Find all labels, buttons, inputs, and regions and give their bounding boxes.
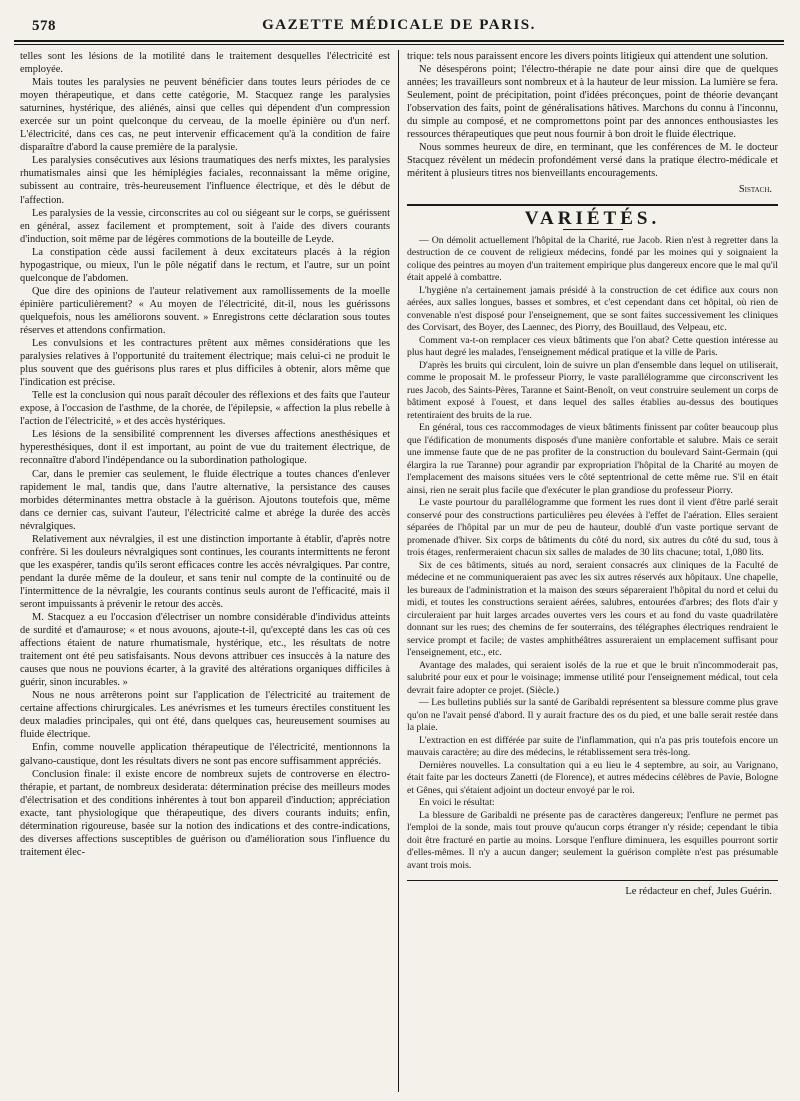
paragraph: En général, tous ces raccommodages de vieux bâtiments finissent par coûter beaucoup plus que l'édification de monuments disposés d'une manière confortable et salubre. Mais ce serait une immense faute que de ne pas profiter de la construction du boulevard Saint-Germain (qui élargira la rue Taranne) pour agrandir par expropriation l'hôpital de la Charité au moyen de l'emplacement des maisons situées vers le côté septentrional de cette même rue. S'il en était ainsi, rien ne serait plus facile que d'exécuter le plan grandiose du professeur Piorry.: [407, 422, 778, 496]
paragraph: trique: tels nous paraissent encore les divers points litigieux qui attendent une solution.: [407, 51, 769, 62]
paragraph: Les lésions de la sensibilité comprennent les diverses affections anesthésiques et hyperesthésiques, dont il est important, au point de vue du traitement électrique, de reconnaître d'abord l'indépendance ou la subordination pathologique.: [20, 429, 390, 467]
paragraph: La constipation cède aussi facilement à deux excitateurs placés à la région hypogastrique, ou mieux, l'un le pôle négatif dans le rectum, et l'autre, sur un point quelconque de l'abdomen.: [20, 246, 390, 284]
paragraph: L'extraction en est différée par suite de l'inflammation, qui n'a pas pris toutefois encore un mauvais caractère; au dire des médecins, le rétablissement sera très-long.: [407, 734, 778, 759]
page-header: [14, 14, 784, 42]
paragraph: Nous sommes heureux de dire, en terminant, que les conférences de M. le docteur Stacquez révèlent un médecin profondément versé dans la pratique électro-médicale et méritent à plusieurs titres nos bienveillants encouragements.: [407, 142, 778, 180]
section-underline: [563, 229, 623, 230]
paragraph: Comment va-t-on remplacer ces vieux bâtiments que l'on abat? Cette question intéresse au plus haut degré les malades, l'enseignement médical pratique et la ville de Paris.: [407, 334, 778, 359]
paragraph: Ne désespérons point; l'électro-thérapie ne date pour ainsi dire que de quelques années; les travailleurs sont nombreux et à la hauteur de leur mission. La lumière se fera. Seulement, point de précipitation, point d'idées préconçues, point de théorie devançant l'observation des faits, point de généralisations hâtives. Marchons du connu à l'inconnu, du simple au composé, et ne compromettons point par des annonces enthousiastes les ressources thérapeutiques que peut nous fournir à bon droit le fluide électrique.: [407, 64, 778, 141]
bottom-rule: [407, 880, 778, 881]
paragraph: telles sont les lésions de la motilité dans le traitement desquelles l'électricité est employée.: [20, 51, 390, 76]
paragraph: Six de ces bâtiments, situés au nord, seraient consacrés aux cliniques de la Faculté de médecine et ne communiqueraient pas avec les six autres réservés aux hôpitaux. Une chapelle, les bureaux de l'administration et la maison des sœurs sépareraient l'hôpital du nord et celui du midi, et toutes les constructions seraient aérées, salubres, entourées d'arbres; des flots d'air y circuleraient par huit larges arcades ouvertes vers les cours et au fond du vaste quadrilatère donnant sur les rues; des chemins de fer souterrains, des télégraphes électriques rendraient le service prompt et facile; de vastes amphithéâtres assureraient un emplacement suffisant pour l'enseignement, etc., etc.: [407, 559, 778, 659]
paragraph: Mais toutes les paralysies ne peuvent bénéficier dans toutes leurs périodes de ce moyen thérapeutique, et dans cette catégorie, M. Stacquez range les paralysies saturnines, hystérique, des aliénés, ainsi que celles qui dépendent d'un compression exercée sur un point quelconque du cerveau, de la moelle épinière ou d'un nerf. L'électricité, dans ces cas, ne peut intervenir efficacement qu'à la condition de faire disparaître d'abord la cause première de la paralysie.: [20, 77, 390, 154]
varietes-body: [407, 235, 778, 873]
section-rule: [407, 204, 778, 206]
paragraph: Les paralysies consécutives aux lésions traumatiques des nerfs mixtes, les paralysies rhumatismales ainsi que les hémiplégies faciales, reconnaissant la même origine, subissent au contraire, très-heureusement l'influence électrique, et dès le début de l'affection.: [20, 155, 390, 206]
paragraph: Le vaste pourtour du parallélogramme que forment les rues dont il vient d'être parlé serait conservé pour des constructions particulières peu élevées à l'effet de l'aération. Elles seraient séparées de l'hôpital par un mur de peu de hauteur, doublé d'un vaste portique servant de promenade d'hiver. Six corps de bâtiments du côté du nord, six autres du côté du sud, tous à trois étages, renfermeraient chacun six salles de malades de 30 lits chacune; total, 1,080 lits.: [407, 497, 778, 559]
paragraph: — Les bulletins publiés sur la santé de Garibaldi représentent sa blessure comme plus grave qu'on ne l'avait pensé d'abord. Il y aurait fracture des os du pied, et une balle serait restée dans la plaie.: [407, 697, 778, 734]
paragraph: Relativement aux névralgies, il est une distinction importante à établir, d'après notre confrère. Si les douleurs névralgiques sont continues, les courants intermittents ne feront que les exaspérer, tandis qu'ils seront efficaces contre les accès névralgiques. Par contre, pendant la durée même de la douleur, et sans tenir nul compte de la continuité ou de l'intermittence de la névralgie, les courants continus seuls auront de l'efficacité, mais il seront impuissants à prévenir le retour des accès.: [20, 533, 390, 610]
paragraph: Les paralysies de la vessie, circonscrites au col ou siégeant sur le corps, se guérissent en général, assez facilement et promptement, soit à l'aide des divers courants d'induction, soit même par de légères commotions de la bouteille de Leyde.: [20, 207, 390, 245]
paragraph: Conclusion finale: il existe encore de nombreux sujets de controverse en électro-thérapie, et partant, de nombreux desiderata: détermination précise des meilleurs modes d'électrisation et des conditions inhérentes à tout bon appareil d'induction; appréciation exacte, tant physiologique que thérapeutique, des divers courants induits; enfin, détermination rigoureuse, basée sur la notion des indications et des contre-indications, des diverses affections susceptibles de guérison ou d'amélioration sous l'influence du traitement élec-: [20, 768, 390, 858]
newspaper-page: [14, 14, 784, 1092]
paragraph: Les convulsions et les contractures prêtent aux mêmes considérations que les paralysies relatives à l'opportunité du traitement électrique; mais celui-ci ne produit le plus souvent que des guérisons plus rares et plus difficiles à obtenir, alors même que l'indication est précise.: [20, 338, 390, 389]
paragraph: La blessure de Garibaldi ne présente pas de caractères dangereux; l'enflure ne permet pas l'emploi de la sonde, mais tout prouve qu'aucun corps étranger n'y réside; cependant le tibia doit être fracturé en partie au moins. Lorsque l'enflure diminuera, les esquilles pourront sortir d'elles-mêmes. Il n'y a aucun danger; seulement la guérison complète n'est pas présumable avant trois mois.: [407, 809, 778, 871]
section-title: VARIÉTÉS.: [524, 207, 661, 229]
paragraph: Car, dans le premier cas seulement, le fluide électrique a toutes chances d'enlever rapidement le mal, tandis que, dans l'autre alternative, la persistance des causes morbides déterminantes mettra obstacle à la guérison. Ajoutons toutefois que, même dans ce dernier cas, suivant l'auteur, l'électricité calme et abrége la durée des accès névralgiques.: [20, 468, 390, 532]
paragraph: Dernières nouvelles. La consultation qui a eu lieu le 4 septembre, au soir, au Varignano, était faite par les docteurs Zanetti (de Florence), et autres médecins célèbres de Pavie, Bologne et Gênes, qui s'étaient adjoint un docteur envoyé par le roi.: [407, 759, 778, 796]
page-number: 578: [32, 18, 56, 34]
paragraph: Que dire des opinions de l'auteur relativement aux ramollissements de la moelle épinière particulièrement? « Au moyen de l'électricité, dit-il, nous les guérissons quelquefois, nous les améliorons souvent. » Enregistrons cette déclaration sous toutes réserves et attendons confirmation.: [20, 285, 390, 336]
paragraph: En voici le résultat:: [419, 797, 495, 809]
columns: [14, 50, 784, 1092]
paragraph: — On démolit actuellement l'hôpital de la Charité, rue Jacob. Rien n'est à regretter dans la destruction de ce couvent de religieux médecins, fondé par les moines qui y soignaient la colique des peintres au moyen d'un traitement empirique plus dangereux encore que le mal qu'il était appelé à combattre.: [407, 234, 778, 284]
paragraph: Nous ne nous arrêterons point sur l'application de l'électricité au traitement de certaine affections chirurgicales. Les anévrismes et les tumeurs érectiles constituent les deux maladies principales, qui ont été, dans quelques cas, heureusement soumises au fluide électrique.: [20, 690, 390, 741]
paragraph: D'après les bruits qui circulent, loin de suivre un plan d'ensemble dans lequel on utiliserait, comme le proposait M. le professeur Piorry, le vaste parallélogramme que circonscrivent les rues Jacob, des Saints-Pères, Taranne et Saint-Benoît, on veut construire seulement un corps de bâtiment exposé à l'ouest, et dans lequel des salles établies au-dessus des boutiques retentiraient des bruits de la rue.: [407, 359, 778, 421]
paragraph: Telle est la conclusion qui nous paraît découler des réflexions et des faits que l'auteur expose, à l'occasion de l'asthme, de la chorée, de l'épilepsie, « affection la plus rebelle à l'action de l'électricité, » et des accès hystériques.: [20, 390, 390, 428]
left-column: [14, 50, 399, 1092]
right-column: [399, 50, 784, 1092]
paragraph: M. Stacquez a eu l'occasion d'électriser un nombre considérable d'individus atteints de surdité et d'amaurose; « et nous avouons, ajoute-t-il, qu'excepté dans les cas où ces affections étaient de nature rhumatismale, hystérique, etc., les résultats de notre traitement ont été peu satisfaisants. Nous devons attribuer ces insuccès à la nature des causes que nous ne pouvions écarter, à la gravité des altérations organiques difficiles à guérir, sinon incurables. »: [20, 612, 390, 689]
header-rule: [14, 44, 784, 45]
paragraph: Enfin, comme nouvelle application thérapeutique de l'électricité, mentionnons la galvano-caustique, dont les résultats divers ne sont pas encore suffisamment appréciés.: [20, 742, 390, 767]
editor-line: Le rédacteur en chef, Jules Guérin.: [625, 886, 772, 898]
article-signature: Sistach.: [738, 184, 772, 196]
journal-title: GAZETTE MÉDICALE DE PARIS.: [262, 17, 536, 33]
paragraph: Avantage des malades, qui seraient isolés de la rue et que le bruit n'incommoderait pas, salubrité pour eux et pour le voisinage; immense utilité pour l'enseignement médical, tout cela devrait faire adopter ce projet. (Siècle.): [407, 659, 778, 696]
paragraph: L'hygiène n'a certainement jamais présidé à la construction de cet édifice aux cours non aérées, aux salles longues, basses et sombres, et c'est cependant dans cet hôpital, où rien de convenable n'est disposé pour l'enseignement, que se sont faites successivement les cliniques des Corvisart, des Boyer, des Laennec, des Piorry, des Bouillaud, des Velpeau, etc.: [407, 284, 778, 334]
